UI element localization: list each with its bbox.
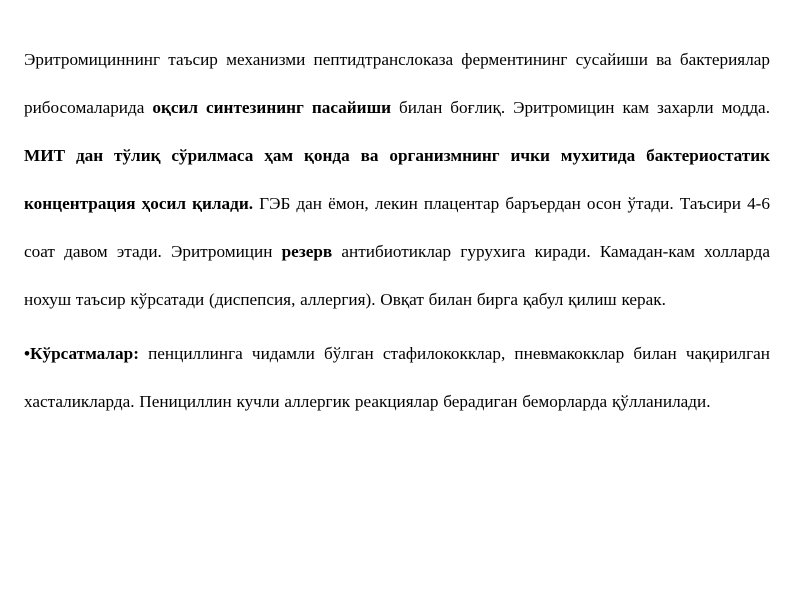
mechanism-text-3: ГЭБ дан ёмон, лекин плацентар баръердан осон ўтади. Таъсири 4-6 соат давом этади. Эритромицин — [24, 194, 770, 261]
indications-text: пенциллинга чидамли бўлган стафилококклар, пневмакокклар билан чақирилган хасталикларда. Пенициллин кучли аллергик реакциялар берадиган беморларда қўлланилади. — [24, 344, 770, 411]
mechanism-text-4: антибиотиклар гурухига киради. Камадан-кам холларда нохуш таъсир кўрсатади (диспепсия, аллергия). Овқат билан бирга қабул қилиш керак. — [24, 242, 770, 309]
mechanism-text-1: Эритромициннинг таъсир механизми пептидтранслоказа ферментининг сусайиши ва бактериялар рибосомаларида — [24, 50, 770, 117]
bullet-icon: • — [24, 344, 31, 363]
indications-paragraph — [24, 330, 770, 426]
mechanism-text-2: билан боғлиқ. Эритромицин кам захарли модда. — [390, 98, 770, 117]
document-body — [24, 36, 770, 426]
indications-label: Кўрсатмалар: — [30, 344, 139, 363]
protein-synthesis-emphasis: оқсил синтезининг пасайиши — [152, 98, 391, 117]
absorption-emphasis: МИТ дан тўлиқ сўрилмаса ҳам қонда ва организмнинг ички мухитида бактериостатик концентрация ҳосил қилади. — [24, 146, 770, 213]
mechanism-paragraph — [24, 36, 770, 324]
reserve-emphasis: резерв — [281, 242, 333, 261]
